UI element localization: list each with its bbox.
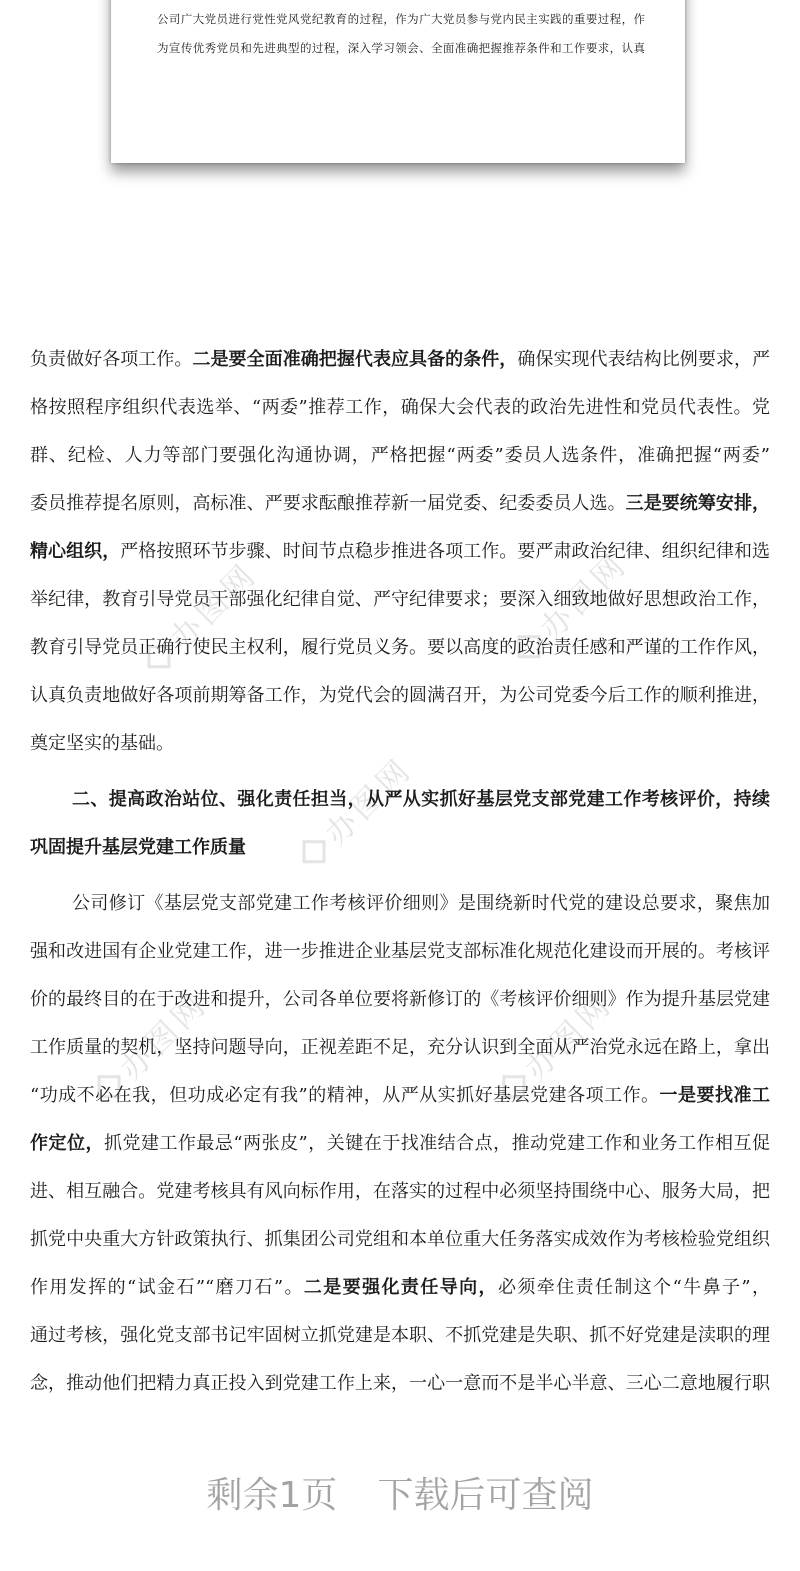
doc-text: 确保实现代表结构比例要求，严	[517, 349, 771, 370]
doc-text-bold: 二、提高政治站位、强化责任担当，从严从实抓好基层党支部党建工作考核评价，持续	[72, 789, 770, 810]
doc-text: 作用发挥的“试金石”“磨刀石”。	[30, 1277, 304, 1298]
doc-text: 认真负责地做好各项前期筹备工作，为党代会的圆满召开，为公司党委今后工作的顺利推进，	[30, 685, 770, 706]
doc-text: 强和改进国有企业党建工作，进一步推进企业基层党支部标准化规范化建设而开展的。考核评	[30, 941, 770, 962]
doc-text: 价的最终目的在于改进和提升，公司各单位要将新修订的《考核评价细则》作为提升基层党建	[30, 989, 770, 1010]
doc-line	[30, 720, 770, 768]
thumbnail-text-line: 公司广大党员进行党性党风党纪教育的过程，作为广大党员参与党内民主实践的重要过程，作	[157, 12, 645, 26]
doc-line	[30, 480, 770, 528]
doc-line	[30, 1072, 770, 1120]
doc-line	[30, 576, 770, 624]
doc-text: 进、相互融合。党建考核具有风向标作用，在落实的过程中必须坚持围绕中心、服务大局，把	[30, 1181, 770, 1202]
doc-text: 举纪律，教育引导党员干部强化纪律自觉、严守纪律要求；要深入细致地做好思想政治工作，	[30, 589, 770, 610]
preview-footer	[0, 1467, 800, 1518]
doc-text-bold: 作定位，	[30, 1133, 104, 1154]
doc-line	[30, 824, 770, 872]
watermark-text: 办图网	[162, 555, 265, 658]
doc-text: 奠定坚实的基础。	[30, 733, 174, 754]
doc-text: 群、纪检、人力等部门要强化沟通协调，严格把握“两委”委员人选条件，准确把握“两委”	[30, 445, 770, 466]
doc-text-bold: 巩固提升基层党建工作质量	[30, 837, 246, 858]
doc-line	[30, 528, 770, 576]
doc-text: 严格按照环节步骤、时间节点稳步推进各项工作。要严肃政治纪律、组织纪律和选	[120, 541, 770, 562]
thumbnail-text-line: 为宣传优秀党员和先进典型的过程，深入学习领会、全面准确把握推荐条件和工作要求，认真	[157, 41, 645, 55]
doc-text: 负责做好各项工作。	[30, 349, 193, 370]
footer-remaining-pages: 剩余1页	[206, 1475, 338, 1516]
doc-text: 教育引导党员正确行使民主权利，履行党员义务。要以高度的政治责任感和严谨的工作作风，	[30, 637, 770, 658]
doc-text-bold: 精心组织，	[30, 541, 121, 562]
doc-text-bold: 三是要统筹安排，	[625, 493, 771, 514]
doc-line	[30, 432, 770, 480]
doc-text: 念，推动他们把精力真正投入到党建工作上来，一心一意而不是半心半意、三心二意地履行职	[30, 1373, 770, 1394]
doc-text: 通过考核，强化党支部书记牢固树立抓党建是本职、不抓党建是失职、抓不好党建是渎职的理	[30, 1325, 770, 1346]
doc-line	[30, 672, 770, 720]
doc-line	[30, 336, 770, 384]
doc-line	[30, 1312, 770, 1360]
doc-text-bold: 一是要找准工	[659, 1085, 770, 1106]
doc-text: 抓党中央重大方针政策执行、抓集团公司党组和本单位重大任务落实成效作为考核检验党组织	[30, 1229, 770, 1250]
doc-line	[30, 1024, 770, 1072]
doc-line	[30, 976, 770, 1024]
doc-line	[30, 880, 770, 928]
doc-text-bold: 二是要全面准确把握代表应具备的条件，	[192, 349, 518, 370]
doc-line	[30, 928, 770, 976]
doc-text: 工作质量的契机，坚持问题导向，正视差距不足，充分认识到全面从严治党永远在路上，拿出	[30, 1037, 770, 1058]
doc-line	[30, 1120, 770, 1168]
doc-text: “功成不必在我，但功成必定有我”的精神，从严从实抓好基层党建各项工作。	[30, 1085, 660, 1106]
watermark-text: 办图网	[532, 545, 635, 648]
doc-text: 委员推荐提名原则，高标准、严要求酝酿推荐新一届党委、纪委委员人选。	[30, 493, 626, 514]
doc-line	[30, 1216, 770, 1264]
previous-page-preview-card	[111, 0, 685, 163]
doc-text: 必须牵住责任制这个“牛鼻子”，	[497, 1277, 771, 1298]
doc-line	[30, 776, 770, 824]
watermark-text: 办图网	[112, 985, 215, 1088]
doc-line	[30, 624, 770, 672]
watermark-text: 办图网	[317, 750, 420, 853]
doc-text-bold: 二是要强化责任导向，	[303, 1277, 498, 1298]
watermark-text: 办图网	[517, 985, 620, 1088]
document-body	[30, 336, 770, 1408]
doc-line	[30, 1168, 770, 1216]
doc-text: 公司修订《基层党支部党建工作考核评价细则》是围绕新时代党的建设总要求，聚焦加	[72, 893, 770, 914]
doc-text: 格按照程序组织代表选举、“两委”推荐工作，确保大会代表的政治先进性和党员代表性。党	[30, 397, 770, 418]
doc-text: 抓党建工作最忌“两张皮”，关键在于找准结合点，推动党建工作和业务工作相互促	[103, 1133, 771, 1154]
doc-line	[30, 1264, 770, 1312]
footer-download-hint: 下载后可查阅	[377, 1475, 594, 1516]
doc-line	[30, 384, 770, 432]
doc-line	[30, 1360, 770, 1408]
